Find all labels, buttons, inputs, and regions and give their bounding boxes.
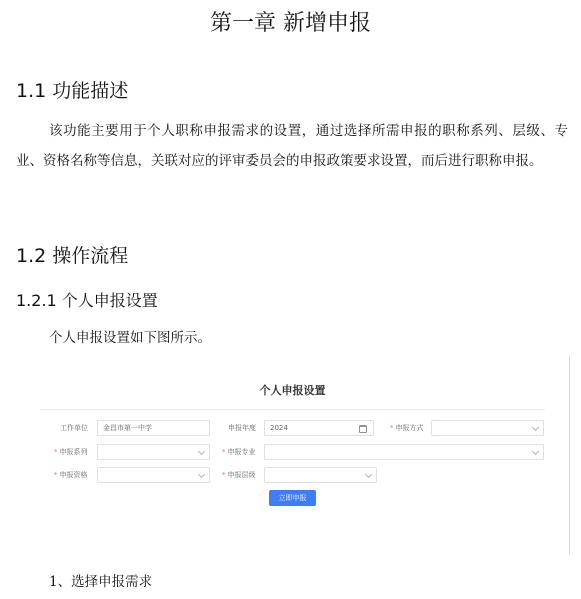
year-picker[interactable] — [264, 420, 374, 436]
section-1-2-1-paragraph: 个人申报设置如下图所示。 — [49, 330, 211, 346]
method-select[interactable] — [431, 420, 544, 436]
section-1-1-title: 1.1 功能描述 — [16, 80, 129, 102]
form-divider — [40, 409, 545, 410]
step-1-text: 1、选择申报需求 — [49, 574, 153, 590]
level-select[interactable] — [264, 467, 377, 483]
page-edge-rule — [569, 355, 570, 555]
work-unit-value: 金昌市第一中学 — [103, 424, 152, 432]
qualification-label: * 申报资格 — [54, 471, 88, 479]
section-1-2-title: 1.2 操作流程 — [16, 245, 129, 267]
series-select[interactable] — [97, 444, 210, 460]
major-label: * 申报专业 — [222, 448, 256, 456]
method-label: * 申报方式 — [390, 424, 424, 432]
chevron-down-icon — [198, 448, 205, 455]
section-1-1-paragraph: 该功能主要用于个人职称申报需求的设置，通过选择所需申报的职称系列、层级、专业、资格名称等信息，关联对应的评审委员会的申报政策要求设置，而后进行职称申报。 — [16, 123, 568, 169]
chevron-down-icon — [532, 448, 539, 455]
submit-declaration-button[interactable]: 立即申报 — [269, 490, 316, 506]
series-label: * 申报系列 — [54, 448, 88, 456]
chevron-down-icon — [198, 471, 205, 478]
work-unit-label: 工作单位 — [60, 424, 88, 432]
work-unit-input[interactable] — [97, 420, 210, 436]
major-select[interactable] — [264, 444, 544, 460]
calendar-icon — [359, 425, 367, 433]
form-title: 个人申报设置 — [259, 384, 326, 397]
chevron-down-icon — [532, 424, 539, 431]
section-1-2-1-title: 1.2.1 个人申报设置 — [16, 291, 158, 310]
personal-declaration-form-figure — [40, 372, 545, 512]
level-label: * 申报层级 — [222, 471, 256, 479]
year-value: 2024 — [270, 424, 288, 432]
chapter-title: 第一章 新增申报 — [210, 11, 371, 36]
chevron-down-icon — [365, 471, 372, 478]
qualification-select[interactable] — [97, 467, 210, 483]
year-label: 申报年度 — [228, 424, 256, 432]
